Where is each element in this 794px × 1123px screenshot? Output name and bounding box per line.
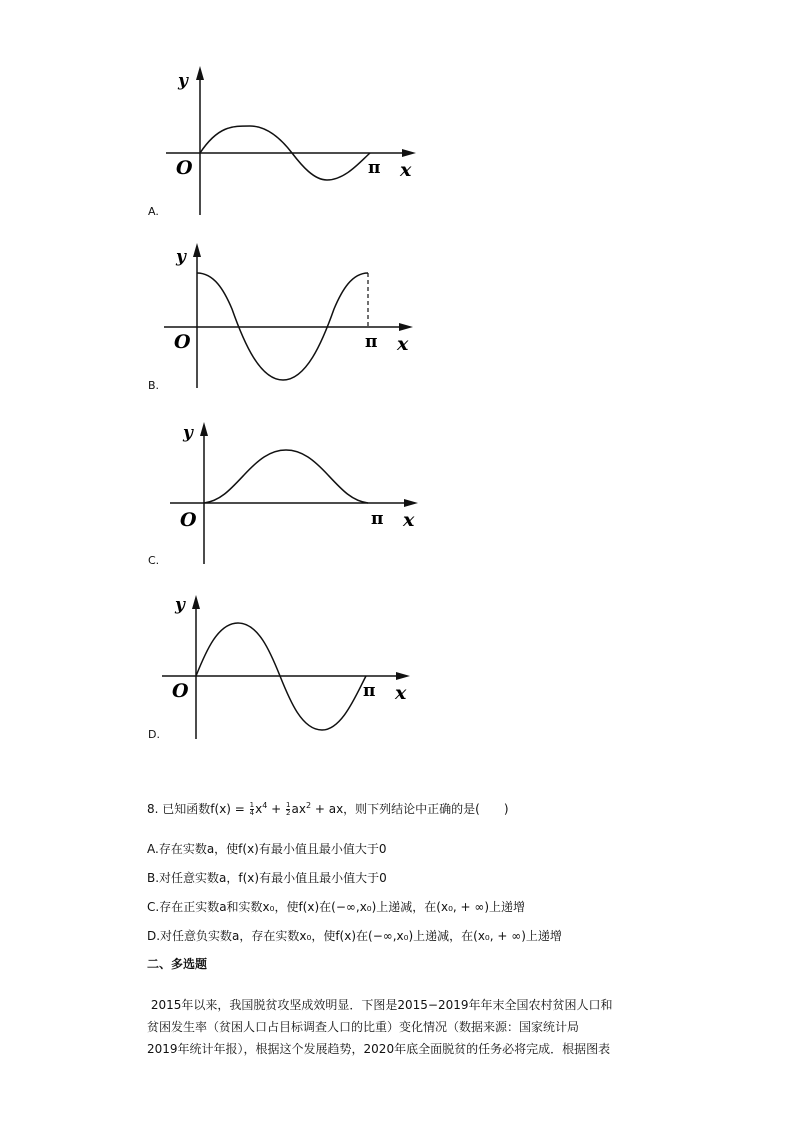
term-ax: ax [291,802,306,816]
fraction-numerator: 1 [249,801,255,809]
option-letter: D. [148,728,160,741]
y-label: y [178,71,188,91]
origin-label: O [172,680,189,702]
question-prefix: 已知函数f(x) = [162,802,249,816]
y-arrow-icon [196,66,204,80]
paragraph [147,994,687,1060]
y-arrow-icon [192,595,200,609]
graph-option-a [0,60,794,220]
fraction-denominator: 4 [249,809,255,817]
y-arrow-icon [200,422,208,436]
option-letter: A. [148,205,159,218]
y-label: y [175,595,185,615]
pi-label: π [365,332,378,352]
exponent-2: 2 [305,801,312,810]
paragraph-line: 2015年以来，我国脱贫攻坚成效明显．下图是2015−2019年年末全国农村贫困人口和 [147,998,613,1012]
paragraph-line: 贫困发生率（贫困人口占目标调查人口的比重）变化情况（数据来源：国家统计局 [147,1020,580,1034]
graph-d-svg [0,585,794,745]
x-arrow-icon [402,149,416,157]
graph-option-d [0,585,794,745]
choice-d[interactable]: D.对任意负实数a，存在实数x₀，使f(x)在(−∞,x₀)上递减，在(x₀, + ∞)上递增 [147,929,562,943]
y-label: y [176,247,186,267]
origin-label: O [174,331,191,353]
graph-option-b [0,235,794,395]
option-letter: C. [148,554,160,567]
y-label: y [183,423,193,443]
fraction-denominator: 2 [286,809,291,817]
choice-c[interactable]: C.存在正实数a和实数x₀，使f(x)在(−∞,x₀)上递减，在(x₀, + ∞)上递增 [147,900,526,914]
question-number: 8. [147,802,159,816]
origin-label: O [180,509,197,531]
x-arrow-icon [399,323,413,331]
x-arrow-icon [404,499,418,507]
graph-c-svg [0,408,794,568]
graph-option-c [0,408,794,568]
paragraph-line: 2019年统计年报），根据这个发展趋势，2020年底全面脱贫的任务必将完成．根据图表 [147,1042,611,1056]
x-label: x [400,159,412,181]
pi-label: π [363,681,376,701]
graph-a-svg [0,60,794,220]
curve [204,450,368,503]
question-8 [147,800,509,817]
origin-label: O [176,157,193,179]
y-arrow-icon [193,243,201,257]
term-x: x [255,802,263,816]
fraction-half [286,802,290,817]
fraction-quarter [250,802,254,817]
question-suffix: + ax，则下列结论中正确的是( ) [311,802,509,816]
x-label: x [403,509,415,531]
choice-b[interactable]: B.对任意实数a，f(x)有最小值且最小值大于0 [147,871,387,885]
x-label: x [395,682,407,704]
x-arrow-icon [396,672,410,680]
fraction-numerator: 1 [286,801,291,809]
x-label: x [397,333,409,355]
plus-sign: + [267,802,286,816]
exponent-4: 4 [262,801,268,810]
option-letter: B. [148,379,160,392]
pi-label: π [371,509,384,529]
pi-label: π [368,158,381,178]
choice-a[interactable]: A.存在实数a，使f(x)有最小值且最小值大于0 [147,842,387,856]
section-title: 二、多选题 [147,957,208,971]
graph-b-svg [0,235,794,395]
